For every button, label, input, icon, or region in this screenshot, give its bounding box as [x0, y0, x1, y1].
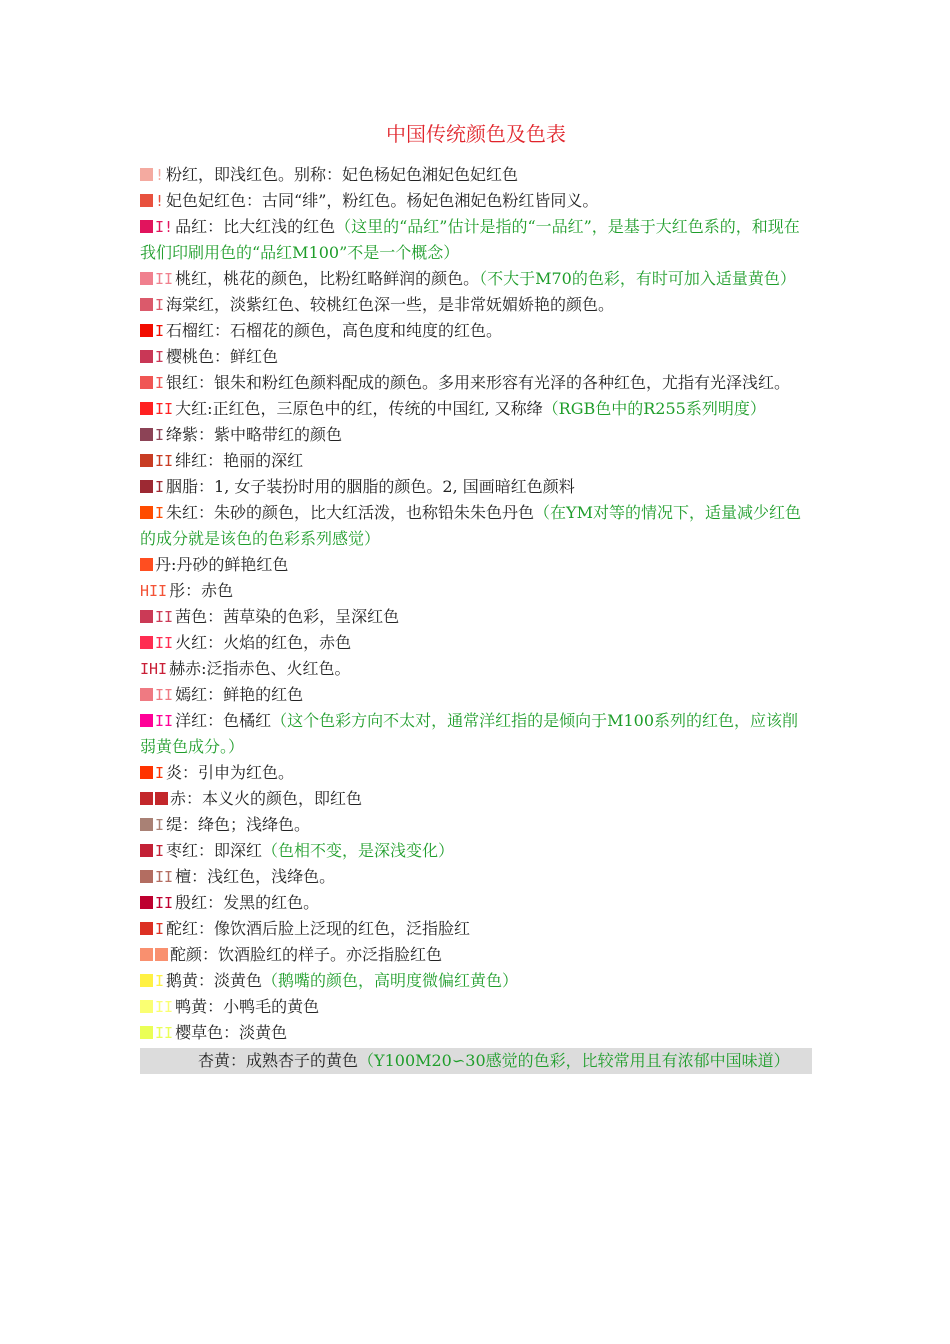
document-page [140, 118, 812, 1074]
entry-text: 檀：浅红色，浅绛色。 [175, 867, 336, 886]
entry-text: 缇：绛色；浅绛色。 [166, 815, 311, 834]
color-marker: II [155, 894, 174, 912]
entry-text: 杏黄：成熟杏子的黄色 [198, 1051, 359, 1070]
entry-text: 粉红，即浅红色。别称：妃色杨妃色湘妃色妃红色 [166, 165, 519, 184]
entry-text: 丹:丹砂的鲜艳红色 [155, 555, 289, 574]
color-swatch [140, 792, 153, 805]
entry-text: 酡颜：饮酒脸红的样子。亦泛指脸红色 [170, 945, 443, 964]
color-marker: II [155, 634, 174, 652]
color-swatch [140, 714, 153, 727]
color-entry [140, 786, 812, 812]
color-marker: II [155, 868, 174, 886]
color-swatch [140, 844, 153, 857]
color-entry [140, 1020, 812, 1046]
color-swatch [140, 948, 153, 961]
color-entry [140, 916, 812, 942]
entry-text: 胭脂：1, 女子装扮时用的胭脂的颜色。2, 国画暗红色颜料 [166, 477, 575, 496]
color-marker: II [155, 686, 174, 704]
entry-text: 赫赤:泛指赤色、火红色。 [169, 659, 351, 678]
color-marker: I [155, 322, 165, 340]
color-swatch [140, 402, 153, 415]
color-entry [140, 656, 812, 682]
entry-note: （不大于M70的色彩，有时可加入适量黄色） [479, 269, 796, 288]
entry-note: （Y100M20∽30感觉的色彩，比较常用且有浓郁中国味道） [358, 1051, 790, 1070]
color-swatch [140, 1026, 153, 1039]
color-entry [140, 344, 812, 370]
color-entry [140, 760, 812, 786]
color-entry [140, 708, 812, 760]
entry-text: 海棠红，淡紫红色、较桃红色深一些，是非常妩媚娇艳的颜色。 [166, 295, 615, 314]
color-swatch [140, 1000, 153, 1013]
color-marker: I! [155, 218, 174, 236]
entry-text: 鹅黄：淡黄色 [166, 971, 263, 990]
color-marker: II [155, 998, 174, 1016]
color-entry [140, 812, 812, 838]
entry-text: 品红：比大红浅的红色 [175, 217, 336, 236]
color-marker: II [155, 608, 174, 626]
color-entry [140, 396, 812, 422]
color-entry [140, 890, 812, 916]
color-marker: I [155, 920, 165, 938]
color-marker: II [155, 452, 174, 470]
color-swatch [140, 818, 153, 831]
highlighted-entry [140, 1048, 812, 1074]
entry-text: 绯红：艳丽的深红 [175, 451, 304, 470]
entry-text: 大红:正红色，三原色中的红，传统的中国红, 又称绛 [175, 399, 543, 418]
color-entry [140, 474, 812, 500]
color-entry [140, 578, 812, 604]
entry-note: （这个色彩方向不太对，通常洋红指的是倾向于M100系列的红色，应该削弱黄色成分。） [140, 711, 799, 756]
entry-text: 茜色：茜草染的色彩，呈深红色 [175, 607, 400, 626]
color-swatch [140, 168, 153, 181]
color-marker: I [155, 764, 165, 782]
color-entry [140, 214, 812, 266]
color-entry [140, 968, 812, 994]
color-marker: II [155, 1024, 174, 1042]
entry-text: 枣红：即深红 [166, 841, 263, 860]
color-entry [140, 162, 812, 188]
entry-text: 鸭黄：小鸭毛的黄色 [175, 997, 320, 1016]
color-swatch [140, 688, 153, 701]
color-marker: HII [140, 582, 168, 600]
entry-note: （这里的“品红”估计是指的“一品红”，是基于大红色系的，和现在我们印刷用色的“品红M100”不是一个概念） [140, 217, 800, 262]
color-swatch [140, 558, 153, 571]
entry-note: （在YM对等的情况下，适量减少红色的成分就是该色的色彩系列感觉） [140, 503, 801, 548]
color-entry [140, 838, 812, 864]
color-swatch [140, 896, 153, 909]
color-entry [140, 500, 812, 552]
color-swatch [140, 220, 153, 233]
color-entry [140, 942, 812, 968]
color-entry-list [140, 162, 812, 1046]
color-marker: II [155, 270, 174, 288]
entry-text: 妃色妃红色：古同“绯”，粉红色。杨妃色湘妃色粉红皆同义。 [166, 191, 599, 210]
color-swatch [140, 480, 153, 493]
color-marker: I [155, 478, 165, 496]
color-entry [140, 604, 812, 630]
entry-note: （鹅嘴的颜色，高明度微偏红黄色） [262, 971, 519, 990]
color-swatch [140, 636, 153, 649]
entry-text: 洋红：色橘红 [175, 711, 272, 730]
page-title: 中国传统颜色及色表 [386, 122, 566, 146]
color-marker: I [155, 348, 165, 366]
entry-text: 炎：引申为红色。 [166, 763, 295, 782]
entry-text: 酡红：像饮酒后脸上泛现的红色，泛指脸红 [166, 919, 471, 938]
color-marker: II [155, 400, 174, 418]
entry-text: 嫣红：鲜艳的红色 [175, 685, 304, 704]
color-entry [140, 682, 812, 708]
entry-text: 朱红：朱砂的颜色，比大红活泼，也称铅朱朱色丹色 [166, 503, 535, 522]
color-swatch [140, 454, 153, 467]
entry-text: 桃红，桃花的颜色，比粉红略鲜润的颜色。 [175, 269, 480, 288]
entry-text: 火红：火焰的红色，赤色 [175, 633, 352, 652]
color-swatch [140, 922, 153, 935]
color-entry [140, 864, 812, 890]
color-swatch [140, 324, 153, 337]
color-marker: ! [155, 192, 165, 210]
color-marker: I [155, 374, 165, 392]
color-swatch [140, 376, 153, 389]
color-swatch [140, 974, 153, 987]
color-swatch [140, 766, 153, 779]
color-swatch [140, 272, 153, 285]
color-swatch [140, 428, 153, 441]
color-marker: I [155, 842, 165, 860]
color-entry [140, 188, 812, 214]
color-entry [140, 630, 812, 656]
color-entry [140, 266, 812, 292]
color-marker: I [155, 504, 165, 522]
entry-text: 樱桃色：鲜红色 [166, 347, 279, 366]
color-entry [140, 448, 812, 474]
color-marker: ! [155, 166, 165, 184]
color-marker: I [155, 296, 165, 314]
color-entry [140, 292, 812, 318]
entry-text: 赤：本义火的颜色，即红色 [170, 789, 363, 808]
entry-text: 殷红：发黑的红色。 [175, 893, 320, 912]
color-marker: I [155, 972, 165, 990]
color-swatch [140, 298, 153, 311]
entry-text: 樱草色：淡黄色 [175, 1023, 288, 1042]
color-entry [140, 318, 812, 344]
entry-text: 银红：银朱和粉红色颜料配成的颜色。多用来形容有光泽的各种红色，尤指有光泽浅红。 [166, 373, 791, 392]
color-swatch [140, 350, 153, 363]
entry-text: 彤：赤色 [169, 581, 234, 600]
color-swatch [155, 792, 168, 805]
color-swatch [140, 194, 153, 207]
color-swatch [155, 948, 168, 961]
color-marker: I [155, 816, 165, 834]
color-entry [140, 422, 812, 448]
color-swatch [140, 870, 153, 883]
color-marker: IHI [140, 660, 168, 678]
color-entry [140, 552, 812, 578]
entry-text: 石榴红：石榴花的颜色，高色度和纯度的红色。 [166, 321, 503, 340]
entry-text: 绛紫：紫中略带红的颜色 [166, 425, 343, 444]
entry-note: （RGB色中的R255系列明度） [542, 399, 766, 418]
entry-note: （色相不变，是深浅变化） [262, 841, 455, 860]
color-marker: I [155, 426, 165, 444]
color-swatch [140, 506, 153, 519]
color-entry [140, 370, 812, 396]
color-swatch [140, 610, 153, 623]
color-marker: II [155, 712, 174, 730]
color-entry [140, 994, 812, 1020]
